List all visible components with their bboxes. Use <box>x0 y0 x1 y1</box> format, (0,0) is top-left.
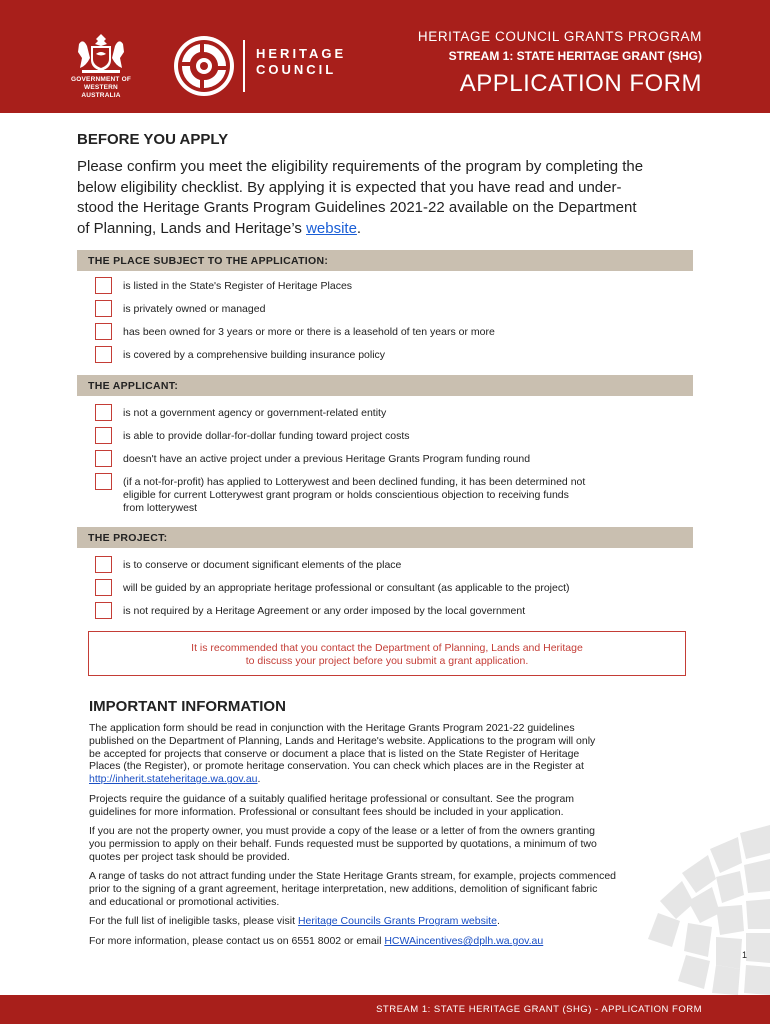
checkbox[interactable] <box>95 473 112 490</box>
footer-text: STREAM 1: STATE HERITAGE GRANT (SHG) - APPLICATION FORM <box>376 1004 702 1015</box>
page-header <box>0 0 770 113</box>
important-information-heading: IMPORTANT INFORMATION <box>89 698 286 715</box>
gov-wa-logo <box>64 30 138 100</box>
info-paragraph: A range of tasks do not attract funding under the State Heritage Grants stream, for example, projects commenced prior to the signing of a grant agreement, heritage interpretation, new additions, demolition of significant fabric and educational or promotional activities. <box>89 870 617 908</box>
checkbox[interactable] <box>95 404 112 421</box>
inherit-register-link[interactable]: http://inherit.stateheritage.wa.gov.au <box>89 773 258 786</box>
program-name: HERITAGE COUNCIL GRANTS PROGRAM <box>417 29 702 44</box>
info-paragraph: Projects require the guidance of a suitably qualified heritage professional or consultant. See the program guidelines for more information. Professional or consultant fees should be included in your application. <box>89 793 575 818</box>
checkbox[interactable] <box>95 300 112 317</box>
section-project-header: THE PROJECT: <box>77 527 693 548</box>
checkbox[interactable] <box>95 579 112 596</box>
before-you-apply-heading: BEFORE YOU APPLY <box>77 131 229 148</box>
page-footer <box>0 995 770 1024</box>
checkbox[interactable] <box>95 602 112 619</box>
recommendation-notice: It is recommended that you contact the Department of Planning, Lands and Heritage to discuss your project before you submit a grant application. <box>88 631 686 676</box>
info-paragraph: The application form should be read in conjunction with the Heritage Grants Program 2021-22 guidelines published on the Department of Planning, Lands and Heritage's website. Applications to the program will only be accepted for projects that conserve or document a place that is listed on the State Register of Heritage Places (the Register), or promote heritage conservation. You can check which places are in the Register at http://inherit.stateheritage.wa.gov.au. <box>89 722 596 786</box>
form-title: APPLICATION FORM <box>459 70 702 97</box>
section-applicant-header: THE APPLICANT: <box>77 375 693 396</box>
intro-paragraph: Please confirm you meet the eligibility requirements of the program by completing the below eligibility checklist. By applying it is expected that you have read and under- stood the Heritage Grants Program Guidelines 2021-22 available on the Department of Planning, Lands and Heritage’s website. <box>77 158 644 237</box>
checkbox[interactable] <box>95 323 112 340</box>
heritage-council-wordmark: HERITAGE COUNCIL <box>256 46 347 77</box>
info-paragraph: If you are not the property owner, you must provide a copy of the lease or a letter of from the owners granting you permission to apply on their behalf. Funds requested must be supported by quotations, a minimum of two quotes per project task should be provided. <box>89 825 597 863</box>
logo-divider <box>243 40 245 92</box>
checkbox[interactable] <box>95 556 112 573</box>
website-link[interactable]: website <box>306 219 357 237</box>
heritage-council-emblem <box>172 34 236 103</box>
checkbox[interactable] <box>95 427 112 444</box>
checkbox[interactable] <box>95 346 112 363</box>
page-number: 1 <box>742 950 748 960</box>
stream-name: STREAM 1: STATE HERITAGE GRANT (SHG) <box>448 49 702 63</box>
checkbox[interactable] <box>95 277 112 294</box>
heritage-council-icon <box>172 34 236 98</box>
gov-logo-text: GOVERNMENT OF WESTERN AUSTRALIA <box>70 76 132 99</box>
program-heading <box>418 28 702 65</box>
grants-program-website-link[interactable]: Heritage Councils Grants Program website <box>297 915 497 927</box>
contact-email-link[interactable]: HCWAincentives@dplh.wa.gov.au <box>384 935 544 947</box>
info-paragraph: For the full list of ineligible tasks, please visit Heritage Councils Grants Program website. <box>89 915 500 927</box>
decorative-mosaic-icon <box>620 815 770 995</box>
section-place-header: THE PLACE SUBJECT TO THE APPLICATION: <box>77 250 693 271</box>
checkbox[interactable] <box>95 450 112 467</box>
coat-of-arms-icon <box>74 30 128 74</box>
info-paragraph: For more information, please contact us on 6551 8002 or email HCWAincentives@dplh.wa.gov.au <box>89 935 544 947</box>
